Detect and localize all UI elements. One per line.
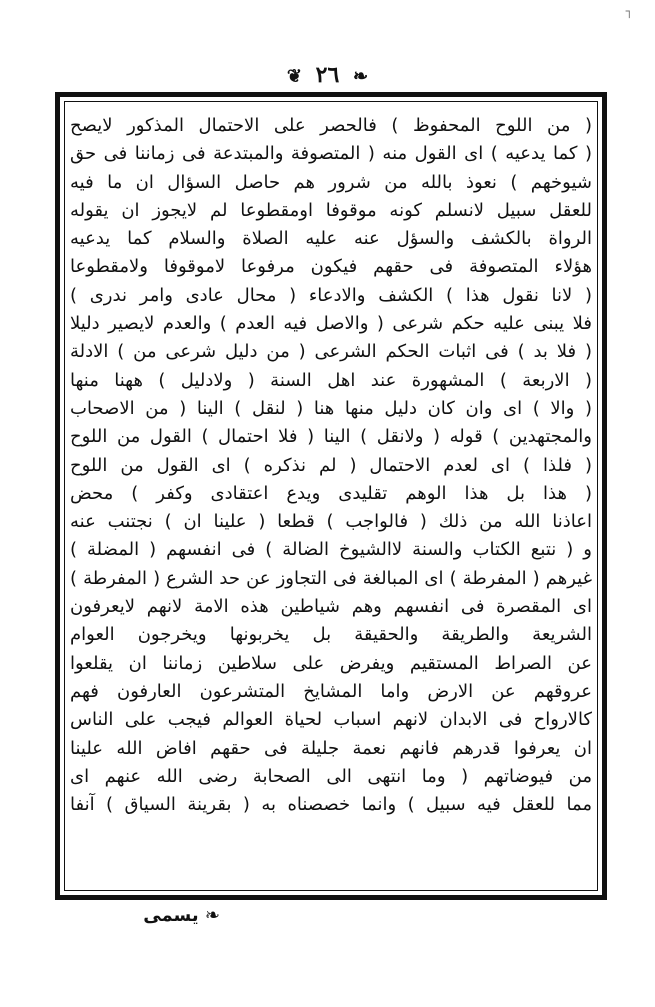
text-line: عن الصراط المستقيم ويفرض على سلاطين زماننا ان يقلعوا: [70, 652, 592, 674]
text-line: للعقل سبيل لانسلم كونه موقوفا اومقطوعا لم لايجوز ان يقوله: [70, 199, 592, 221]
text-line: ( من اللوح المحفوظ ) فالحصر على الاحتمال المذكور لايصح: [70, 115, 592, 136]
text-line: من فيوضاتهم ( وما انتهى الى الصحابة رضى الله عنهم اى: [70, 765, 592, 787]
text-line: شيوخهم ) نعوذ بالله من شرور هم حاصل السؤال ان ما فيه: [70, 171, 592, 193]
text-line: مما للعقل فيه سبيل ) وانما خصصناه به ( بقرينة السياق ) آنفا: [70, 794, 592, 816]
text-line: الرواة بالكشف والسؤل عنه عليه الصلاة والسلام كما يدعيه: [70, 228, 592, 250]
ornament-left-icon: ❦: [286, 66, 302, 87]
catchword-text: يسمى: [143, 905, 199, 926]
text-line: ( كما يدعيه ) اى القول منه ( المتصوفة والمبتدعة فى زماننا فى حق: [70, 143, 592, 165]
text-line: اعاذنا الله من ذلك ( فالواجب ) قطعا ( علينا ان ) نجتنب عنه: [70, 511, 592, 533]
ornament-right-icon: ❧: [352, 66, 369, 87]
text-line: و ( نتبع الكتاب والسنة لاالشيوخ الضالة ) فى انفسهم ( المضلة ): [70, 539, 592, 561]
page-number-header: [0, 62, 655, 88]
text-line: الشريعة والطريقة والحقيقة بل يخربونها ويخرجون العوام: [70, 624, 592, 646]
text-line: ( فلا بد ) فى اثبات الحكم الشرعى ( من دليل شرعى من ) الادلة: [70, 341, 592, 363]
text-line: ان يعرفوا قدرهم فانهم نعمة جليلة فى حقهم افاض الله علينا: [70, 737, 592, 759]
text-line: ( هذا بل هذا الوهم تقليدى ويدع اعتقادى وكفر ) محض: [70, 482, 592, 504]
text-line: ( فلذا ) اى لعدم الاحتمال ( لم نذكره ) اى القول من اللوح: [70, 454, 592, 476]
text-line: هؤلاء المتصوفة فى حقهم فيكون مرفوعا لاموقوفا ولامقطوعا: [70, 256, 592, 278]
text-line: غيرهم ( المفرطة ) اى المبالغة فى التجاوز عن حد الشرع ( المفرطة ): [70, 567, 592, 589]
text-line: ( لانا نقول هذا ) الكشف والادعاء ( محال عادى وامر ندرى ): [70, 284, 592, 306]
page-number: ٢٦: [315, 62, 340, 88]
corner-mark: ┐: [625, 4, 633, 18]
text-line: والمجتهدين ) قوله ( ولانقل ) الينا ( فلا احتمال ) القول من اللوح: [70, 426, 592, 448]
text-line: اى المقصرة فى انفسهم وهم شياطين هذه الامة لانهم لايعرفون: [70, 596, 592, 618]
text-line: كالارواح فى الابدان لانهم اسباب لحياة العوالم فيجب على الناس: [70, 709, 592, 731]
text-line: ( والا ) اى وان كان دليل منها هنا ( لنقل ) الينا ( من الاصحاب: [70, 397, 592, 419]
text-line: ( الاربعة ) المشهورة عند اهل السنة ( ولادليل ) ههنا منها: [70, 369, 592, 391]
text-line: عروقهم عن الارض واما المشايخ المتشرعون العارفون فهم: [70, 680, 592, 702]
catchword-ornament-icon: ❧: [198, 905, 220, 926]
text-body: [70, 112, 592, 882]
catchword: [70, 905, 220, 926]
text-line: فلا يبنى عليه حكم شرعى ( والاصل فيه العدم ) والعدم لايصير دليلا: [70, 313, 592, 335]
